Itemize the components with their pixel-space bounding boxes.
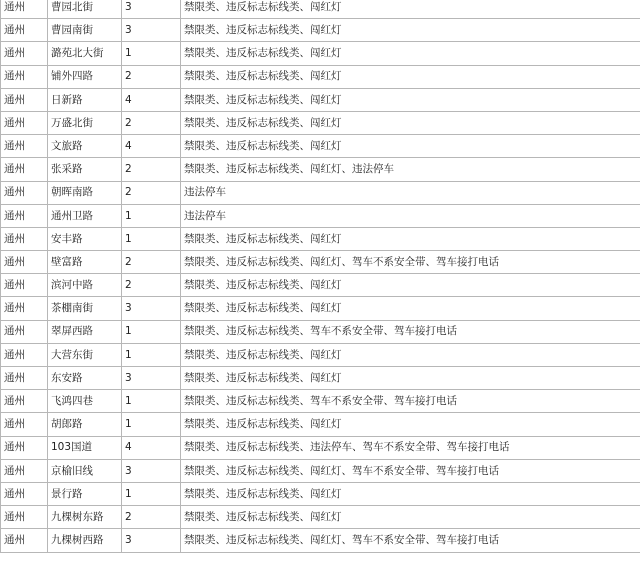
violation-types-cell: 违法停车 [181,181,640,204]
district-cell: 通州 [1,390,48,413]
violation-types-cell: 禁限类、违反标志标线类、闯红灯 [181,297,640,320]
table-row [1,65,640,88]
count-cell: 1 [122,227,181,250]
road-name-cell: 万盛北街 [48,111,122,134]
violation-types-cell: 禁限类、违反标志标线类、闯红灯、违法停车 [181,158,640,181]
table-row [1,111,640,134]
road-name-cell: 京榆旧线 [48,459,122,482]
violation-types-cell: 禁限类、违反标志标线类、闯红灯 [181,227,640,250]
violation-types-cell: 禁限类、违反标志标线类、闯红灯 [181,42,640,65]
count-cell: 3 [122,529,181,552]
count-cell: 2 [122,65,181,88]
district-cell: 通州 [1,19,48,42]
district-cell: 通州 [1,274,48,297]
violation-types-cell: 禁限类、违反标志标线类、闯红灯 [181,65,640,88]
district-cell: 通州 [1,367,48,390]
count-cell: 4 [122,436,181,459]
district-cell: 通州 [1,42,48,65]
violation-types-cell: 禁限类、违反标志标线类、闯红灯、驾车不系安全带、驾车接打电话 [181,459,640,482]
road-name-cell: 103国道 [48,436,122,459]
table-row [1,181,640,204]
count-cell: 1 [122,413,181,436]
violation-types-cell: 禁限类、违反标志标线类、闯红灯 [181,367,640,390]
violation-types-cell: 禁限类、违反标志标线类、闯红灯 [181,0,640,19]
violation-types-cell: 禁限类、违反标志标线类、闯红灯 [181,19,640,42]
table-row [1,297,640,320]
violation-types-cell: 禁限类、违反标志标线类、驾车不系安全带、驾车接打电话 [181,390,640,413]
road-name-cell: 胡郎路 [48,413,122,436]
district-cell: 通州 [1,65,48,88]
count-cell: 1 [122,343,181,366]
count-cell: 2 [122,158,181,181]
violation-types-cell: 禁限类、违反标志标线类、闯红灯 [181,111,640,134]
road-name-cell: 潞苑北大街 [48,42,122,65]
count-cell: 2 [122,251,181,274]
table-row [1,390,640,413]
violation-types-cell: 禁限类、违反标志标线类、违法停车、驾车不系安全带、驾车接打电话 [181,436,640,459]
table-body [1,0,640,552]
road-name-cell: 大营东街 [48,343,122,366]
count-cell: 3 [122,459,181,482]
count-cell: 2 [122,181,181,204]
table-row [1,0,640,19]
violation-types-cell: 禁限类、违反标志标线类、闯红灯、驾车不系安全带、驾车接打电话 [181,529,640,552]
count-cell: 3 [122,19,181,42]
table-row [1,367,640,390]
road-name-cell: 曹园北街 [48,0,122,19]
district-cell: 通州 [1,204,48,227]
count-cell: 2 [122,274,181,297]
table-row [1,320,640,343]
district-cell: 通州 [1,320,48,343]
violation-types-cell: 禁限类、违反标志标线类、闯红灯 [181,413,640,436]
road-name-cell: 茶棚南街 [48,297,122,320]
road-name-cell: 翠屏西路 [48,320,122,343]
count-cell: 1 [122,204,181,227]
road-name-cell: 飞鸿四巷 [48,390,122,413]
table-row [1,204,640,227]
district-cell: 通州 [1,158,48,181]
road-name-cell: 张采路 [48,158,122,181]
district-cell: 通州 [1,135,48,158]
count-cell: 4 [122,135,181,158]
district-cell: 通州 [1,111,48,134]
road-name-cell: 朝晖南路 [48,181,122,204]
district-cell: 通州 [1,227,48,250]
road-name-cell: 文旅路 [48,135,122,158]
district-cell: 通州 [1,88,48,111]
violation-types-cell: 禁限类、违反标志标线类、闯红灯 [181,274,640,297]
violation-types-cell: 违法停车 [181,204,640,227]
count-cell: 4 [122,88,181,111]
violation-types-cell: 禁限类、违反标志标线类、驾车不系安全带、驾车接打电话 [181,320,640,343]
district-cell: 通州 [1,506,48,529]
road-name-cell: 九棵树东路 [48,506,122,529]
road-name-cell: 日新路 [48,88,122,111]
district-cell: 通州 [1,436,48,459]
table-row [1,506,640,529]
road-name-cell: 通州卫路 [48,204,122,227]
road-name-cell: 东安路 [48,367,122,390]
district-cell: 通州 [1,297,48,320]
count-cell: 3 [122,0,181,19]
table-row [1,88,640,111]
count-cell: 1 [122,482,181,505]
table-row [1,274,640,297]
table-row [1,158,640,181]
district-cell: 通州 [1,181,48,204]
road-name-cell: 安丰路 [48,227,122,250]
road-name-cell: 景行路 [48,482,122,505]
table-row [1,19,640,42]
count-cell: 2 [122,506,181,529]
district-cell: 通州 [1,343,48,366]
district-cell: 通州 [1,251,48,274]
count-cell: 1 [122,390,181,413]
district-cell: 通州 [1,413,48,436]
count-cell: 1 [122,42,181,65]
district-cell: 通州 [1,0,48,19]
count-cell: 3 [122,297,181,320]
violation-types-cell: 禁限类、违反标志标线类、闯红灯、驾车不系安全带、驾车接打电话 [181,251,640,274]
district-cell: 通州 [1,482,48,505]
count-cell: 3 [122,367,181,390]
road-name-cell: 铺外四路 [48,65,122,88]
table-row [1,42,640,65]
road-name-cell: 滨河中路 [48,274,122,297]
table-row [1,482,640,505]
table-row [1,436,640,459]
road-name-cell: 壁富路 [48,251,122,274]
district-cell: 通州 [1,459,48,482]
table-row [1,413,640,436]
road-name-cell: 曹园南街 [48,19,122,42]
district-cell: 通州 [1,529,48,552]
violation-types-cell: 禁限类、违反标志标线类、闯红灯 [181,482,640,505]
table-row [1,459,640,482]
table-row [1,227,640,250]
violation-types-cell: 禁限类、违反标志标线类、闯红灯 [181,343,640,366]
table-row [1,343,640,366]
table-row [1,135,640,158]
table-row [1,251,640,274]
count-cell: 2 [122,111,181,134]
count-cell: 1 [122,320,181,343]
violation-types-cell: 禁限类、违反标志标线类、闯红灯 [181,506,640,529]
table-row [1,529,640,552]
road-name-cell: 九棵树西路 [48,529,122,552]
violation-types-cell: 禁限类、违反标志标线类、闯红灯 [181,135,640,158]
violation-types-cell: 禁限类、违反标志标线类、闯红灯 [181,88,640,111]
